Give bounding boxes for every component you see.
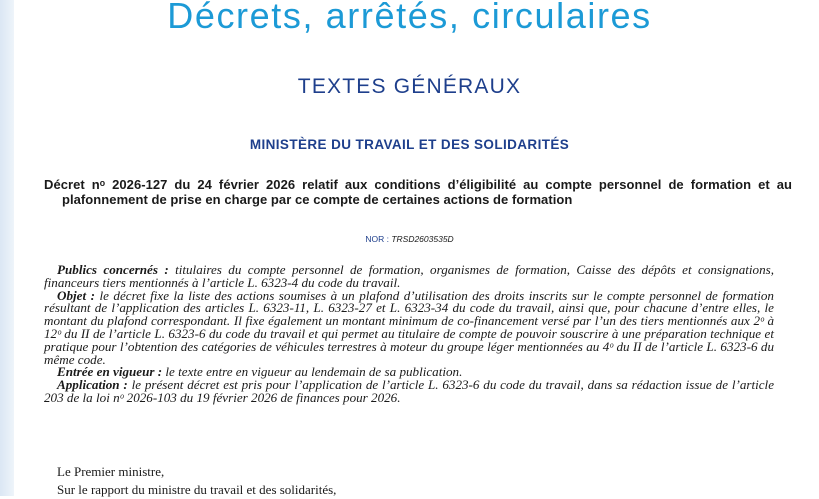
notice-label: Publics concernés :	[57, 262, 169, 277]
preamble-block	[44, 463, 774, 499]
page-title: Décrets, arrêtés, circulaires	[167, 0, 652, 36]
notice-paragraph-application	[44, 379, 774, 405]
notice-label: Application :	[57, 377, 128, 393]
notice-paragraph-publics	[44, 264, 774, 290]
nor-reference	[0, 234, 819, 245]
notice-text: titulaires du compte personnel de formation, organismes de formation, Caisse des dépôts et consignations, financeurs tiers mentionnés à l’article L. 6323-4 du code du travail.	[44, 262, 774, 290]
nor-value: TRSD2603535D	[391, 234, 454, 244]
ministry-heading: MINISTÈRE DU TRAVAIL ET DES SOLIDARITÉS	[249, 137, 570, 152]
section-heading: TEXTES GÉNÉRAUX	[297, 75, 522, 98]
notice-text: le texte entre en vigueur au lendemain de sa publication.	[165, 364, 463, 380]
notice-text: le décret fixe la liste des actions soumises à un plafond d’utilisation des droits inscrits sur le compte personnel de formation résultant de l’application des articles L. 6323-11, L. 6323-27 et L. 6323-34 du code du travail, ainsi que, pour chacune d’entre elles, le montant du plafond correspondant. Il fixe également un montant minimum de co-financement versé par l’un des tiers mentionnés aux 2ᵒ à 12ᵒ du II de l’article L. 6323-6 du code du travail et qui permet au titulaire de compte de pouvoir souscrire à une préparation technique et pratique pour l’obtention des catégories de véhicules terrestres à moteur du groupe léger mentionnées au 4ᵒ du II de l’article L. 6323-6 du même code.	[44, 287, 774, 367]
notice-block	[44, 264, 774, 405]
decree-title: Décret nᵒ 2026-127 du 24 février 2026 relatif aux conditions d’éligibilité au compte personnel de formation et au plafonnement de prise en charge par ce compte de certaines actions de formation	[44, 177, 792, 207]
preamble-line: Sur le rapport du ministre du travail et des solidarités,	[57, 482, 337, 497]
notice-label: Objet :	[57, 287, 95, 303]
nor-label: NOR :	[365, 234, 389, 244]
preamble-line: Le Premier ministre,	[57, 464, 165, 479]
notice-label: Entrée en vigueur :	[57, 364, 163, 380]
notice-paragraph-objet	[44, 287, 774, 367]
notice-text: le présent décret est pris pour l’application de l’article L. 6323-6 du code du travail, dans sa rédaction issue de l’article 203 de la loi nᵒ 2026-103 du 19 février 2026 de finances pour 2026.	[44, 377, 775, 405]
